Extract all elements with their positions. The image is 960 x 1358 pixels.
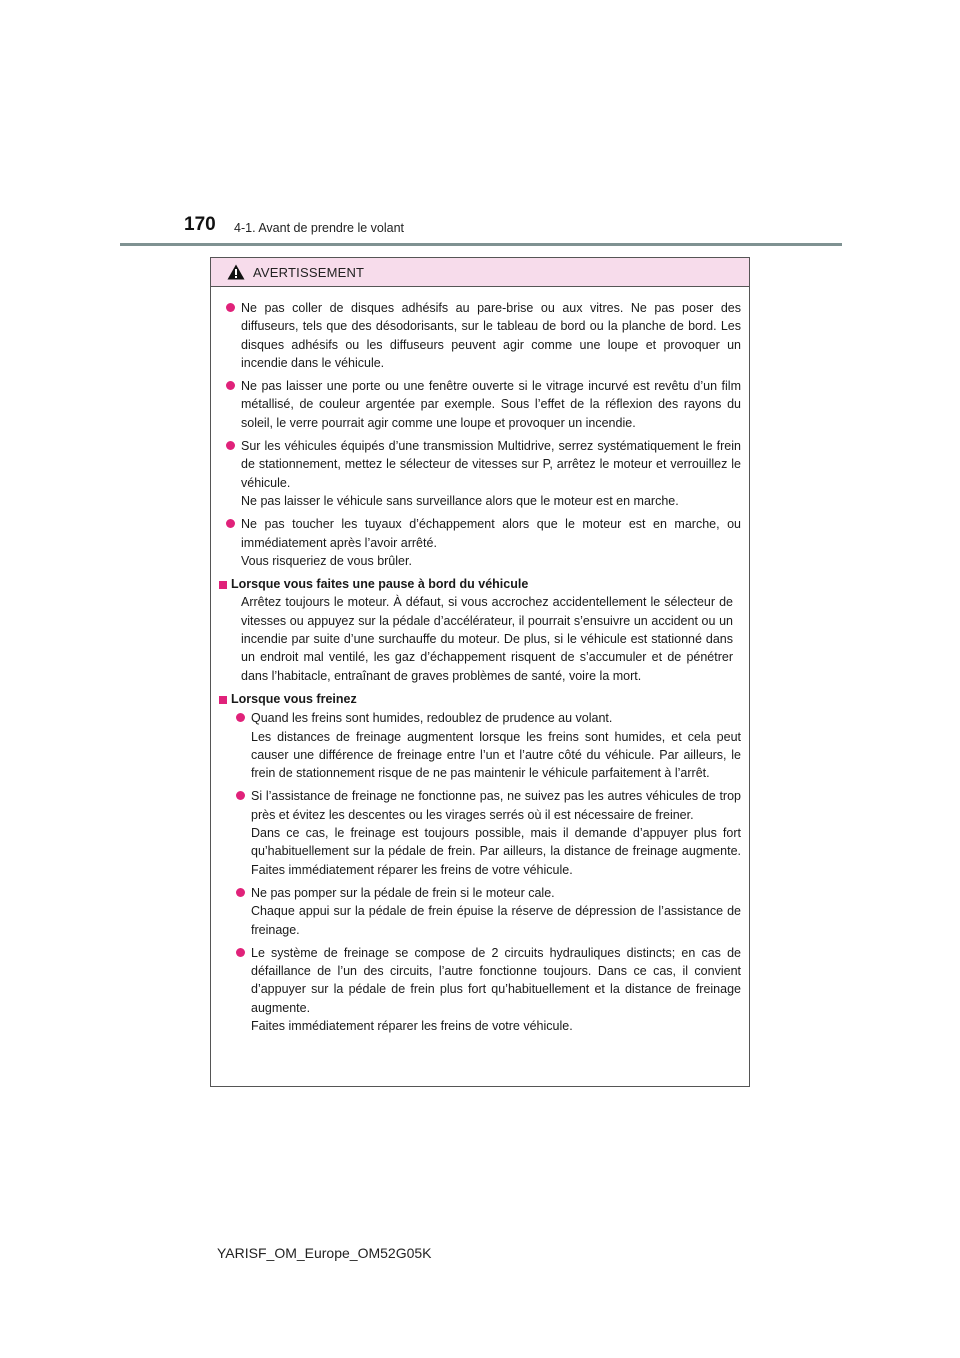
item-text: Dans ce cas, le freinage est toujours possible, mais il demande d’appuyer plus fort qu’habituellement sur la pédale de frein. Par ailleurs, la distance de freinage augmente. Faites immédiatement réparer les freins de votre véhicule. [251,826,741,877]
item-text: Faites immédiatement réparer les freins de votre véhicule. [251,1018,573,1033]
item-text: Ne pas laisser le véhicule sans surveillance alors que le moteur est en marche. [241,493,679,508]
section-heading: Lorsque vous faites une pause à bord du véhicule [231,577,529,592]
warning-box [210,257,750,1087]
list-item [229,944,741,1035]
bullet-dot-icon [236,713,245,722]
item-text: Si l’assistance de freinage ne fonctionne pas, ne suivez pas les autres véhicules de trop près et évitez les descentes ou les virages serrés où il est nécessaire de freiner. [251,789,741,822]
list-item [229,709,741,782]
item-text: Vous risqueriez de vous brûler. [241,553,412,568]
bullet-dot-icon [236,948,245,957]
list-item [229,787,741,878]
bullet-dot-icon [236,888,245,897]
header-rule [120,243,842,246]
section-heading: Lorsque vous freinez [231,691,357,706]
section-brake [219,690,741,1035]
section-pause [219,575,741,685]
list-item [219,377,741,432]
item-text: Ne pas pomper sur la pédale de frein si le moteur cale. [251,885,555,900]
warning-content [211,287,749,1035]
warning-header [211,258,749,287]
item-text: Les distances de freinage augmentent lorsque les freins sont humides, et cela peut causer une différence de freinage entre l’un et l’autre côté du véhicule. Par ailleurs, le frein de stationnement risque de ne pas maintenir le véhicule parfaitement à l’arrêt. [251,729,741,781]
item-text: Ne pas coller de disques adhésifs au pare-brise ou aux vitres. Ne pas poser des diffuseurs, tels que des désodorisants, sur le tableau de bord ou la planche de bord. Les disques adhésifs ou les diffuseurs peuvent agir comme une loupe et provoquer un incendie dans le véhicule. [241,301,741,370]
section-title: 4-1. Avant de prendre le volant [234,221,405,235]
item-text: Ne pas toucher les tuyaux d’échappement alors que le moteur est en marche, ou immédiatement après l’avoir arrêté. [241,517,741,550]
bullet-square-icon [219,696,227,704]
bullet-dot-icon [226,303,235,312]
bullet-dot-icon [226,519,235,528]
bullet-dot-icon [226,381,235,390]
item-text: Le système de freinage se compose de 2 circuits hydrauliques distincts; en cas de défaillance de l’un des circuits, l’autre fonctionne toujours. Dans ce cas, il convient d’appuyer sur la pédale de frein plus fort qu’habituellement et la distance de freinage augmente. [251,945,741,1015]
item-text: Sur les véhicules équipés d’une transmission Multidrive, serrez systématiquement le frein de stationnement, mettez le sélecteur de vitesses sur P, arrêtez le moteur et verrouillez le véhicule. [241,439,741,490]
item-text: Chaque appui sur la pédale de frein épuise la réserve de dépression de l’assistance de freinage. [251,904,741,937]
document-code: YARISF_OM_Europe_OM52G05K [217,1245,432,1261]
bullet-dot-icon [226,441,235,450]
bullet-square-icon [219,581,227,589]
item-text: Ne pas laisser une porte ou une fenêtre ouverte si le vitrage incurvé est revêtu d’un film métallisé, de couleur argentée par exemple. Sous l’effet de la réflexion des rayons du soleil, le verre pourrait agir comme une loupe et provoquer un incendie. [241,379,741,430]
page-number: 170 [184,214,216,235]
list-item [219,515,741,570]
list-item [229,884,741,939]
section-body: Arrêtez toujours le moteur. À défaut, si vous accrochez accidentellement le sélecteur de vitesses ou appuyez sur la pédale d’accélérateur, il pourrait s’ensuivre un accident ou un incendie par suite d’une surchauffe du moteur. De plus, si le véhicule est stationné dans un endroit mal ventilé, les gaz d’échappement risquent de s’accumuler et de pénétrer dans l’habitacle, entraînant de graves problèmes de santé, voire la mort. [241,595,733,683]
warning-title: AVERTISSEMENT [253,264,365,280]
warning-triangle-icon [227,264,245,280]
item-text: Quand les freins sont humides, redoublez de prudence au volant. [251,711,613,726]
list-item [219,437,741,510]
list-item [219,299,741,372]
bullet-dot-icon [236,791,245,800]
